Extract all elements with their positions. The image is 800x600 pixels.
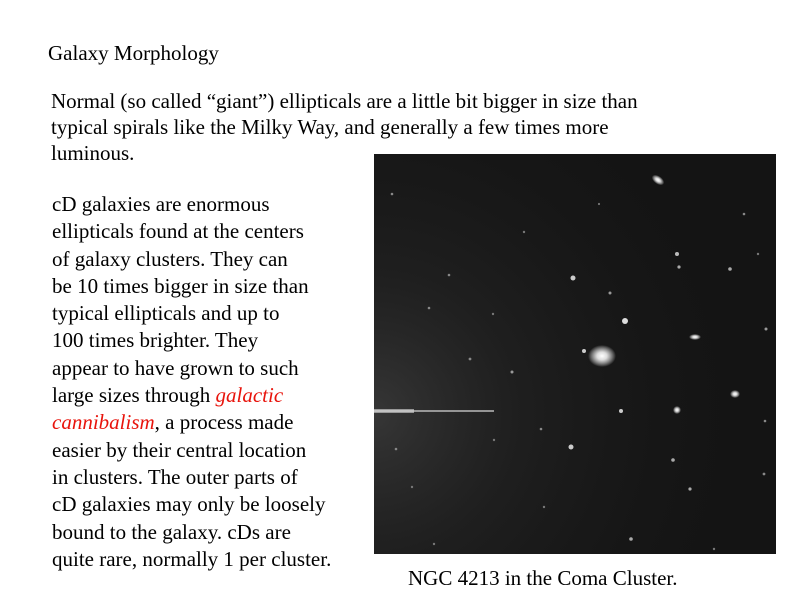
body-line-14: quite rare, normally 1 per cluster. xyxy=(52,546,332,571)
highlight-term-cannibalism: cannibalism xyxy=(52,410,155,435)
body-line-8 xyxy=(52,382,377,409)
body-line-4: be 10 times bigger in size than xyxy=(52,273,309,298)
body-line-11: in clusters. The outer parts of xyxy=(52,464,298,489)
slide-title: Galaxy Morphology xyxy=(48,41,219,65)
body-line-9 xyxy=(52,409,377,436)
body-line-13: bound to the galaxy. cDs are xyxy=(52,519,291,544)
intro-line-2: typical spirals like the Milky Way, and generally a few times more xyxy=(51,115,609,139)
body-line-6: 100 times brighter. They xyxy=(52,328,259,353)
body-line-8-text: large sizes through xyxy=(52,383,216,408)
body-line-1: cD galaxies are enormous xyxy=(52,192,270,216)
body-line-2: ellipticals found at the centers xyxy=(52,219,304,244)
highlight-term-galactic: galactic xyxy=(215,383,284,408)
body-line-3: of galaxy clusters. They can xyxy=(52,246,288,271)
intro-line-3: luminous. xyxy=(51,141,135,165)
coma-cluster-starfield xyxy=(374,154,776,554)
photo-caption: NGC 4213 in the Coma Cluster. xyxy=(408,566,678,590)
body-line-9-text: , a process made xyxy=(154,410,294,435)
body-line-10: easier by their central location xyxy=(52,437,307,462)
body-line-7: appear to have grown to such xyxy=(52,355,299,380)
body-line-12: cD galaxies may only be loosely xyxy=(52,492,326,517)
body-line-5: typical ellipticals and up to xyxy=(52,301,280,326)
coma-cluster-photo xyxy=(374,154,776,554)
cd-galaxy-paragraph xyxy=(52,191,377,573)
intro-line-1: Normal (so called “giant”) ellipticals are a little bit bigger in size than xyxy=(51,89,638,113)
